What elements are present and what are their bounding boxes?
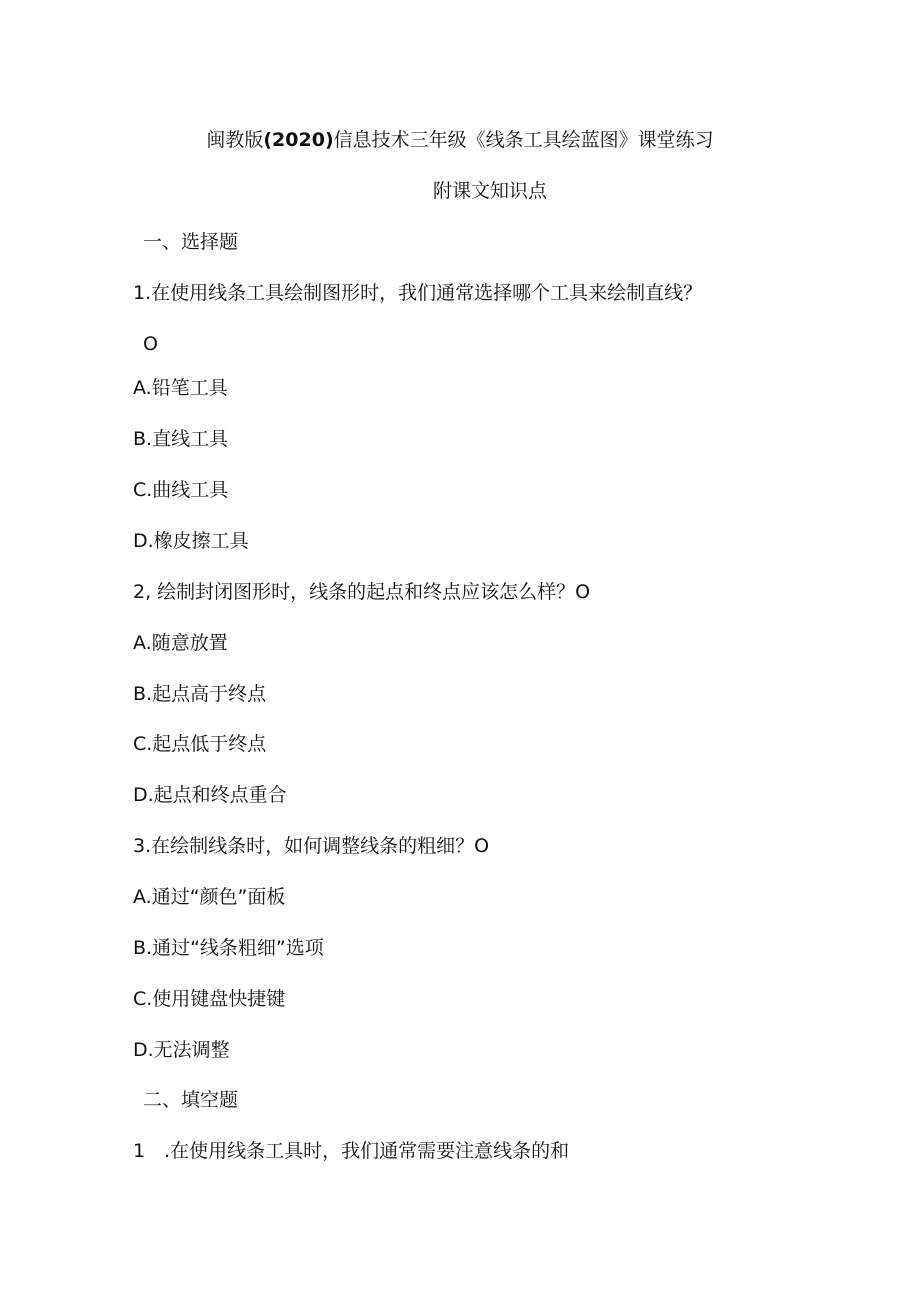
document-subtitle: 附课文知识点 [432,180,547,202]
question-2-text: 2, 绘制封闭图形时，线条的起点和终点应该怎么样？O [133,581,591,603]
document-title [0,127,920,153]
question-1-option-b: B.直线工具 [133,428,229,450]
question-3-option-c: C.使用键盘快捷键 [133,988,286,1010]
question-2-option-a: A.随意放置 [133,632,228,654]
question-2-option-c: C.起点低于终点 [133,733,267,755]
question-3-text: 3.在绘制线条时，如何调整线条的粗细？O [133,835,490,857]
question-3-option-a: A.通过“颜色”面板 [133,886,286,908]
question-2-option-d: D.起点和终点重合 [133,784,287,806]
question-1-text: 1.在使用线条工具绘制图形时，我们通常选择哪个工具来绘制直线？ [133,282,703,304]
question-3-option-b: B.通过“线条粗细”选项 [133,937,324,959]
title-year: (2020) [263,129,334,151]
question-1-blank: O [143,333,158,355]
title-prefix: 闽教版 [206,129,264,151]
question-1-option-c: C.曲线工具 [133,479,229,501]
fill-question-1-text: 1 .在使用线条工具时，我们通常需要注意线条的和 [133,1140,570,1162]
question-3-option-d: D.无法调整 [133,1039,230,1061]
question-2-option-b: B.起点高于终点 [133,683,267,705]
section-heading-fill-blank: 二、填空题 [143,1089,239,1111]
section-heading-choice: 一、选择题 [143,231,239,253]
title-suffix: 信息技术三年级《线条工具绘蓝图》课堂练习 [333,129,714,151]
question-1-option-d: D.橡皮擦工具 [133,530,249,552]
question-1-option-a: A.铅笔工具 [133,377,228,399]
